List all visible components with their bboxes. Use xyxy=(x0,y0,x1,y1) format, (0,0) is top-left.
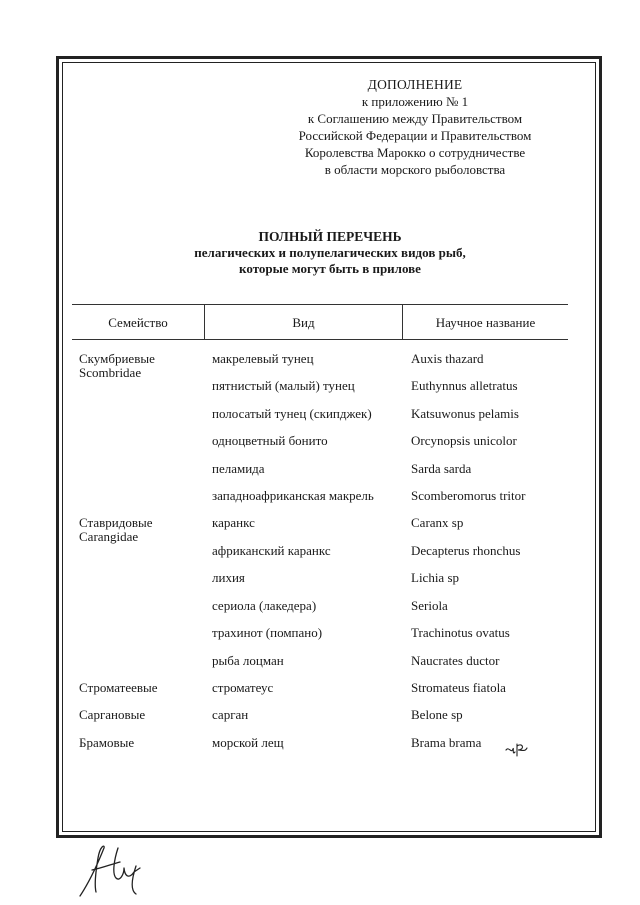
family-name-ru: Брамовые xyxy=(79,735,135,750)
addendum-line: в области морского рыболовства xyxy=(324,162,506,177)
family-cell xyxy=(79,516,152,544)
scientific-name-cell: Stromateus fiatola xyxy=(411,680,506,695)
species-cell: западноафриканская макрель xyxy=(212,488,374,503)
title-line-1: ПОЛНЫЙ ПЕРЕЧЕНЬ xyxy=(258,229,402,244)
family-name-ru: Ставридовые xyxy=(79,515,153,530)
scientific-name-cell: Seriola xyxy=(411,598,448,613)
addendum-heading: ДОПОЛНЕНИЕ xyxy=(367,77,463,92)
family-name-latin: Scombridae xyxy=(79,365,142,380)
family-cell xyxy=(79,681,158,695)
family-cell xyxy=(79,708,145,722)
column-header-family: Семейство xyxy=(108,315,168,330)
addendum-line: к Соглашению между Правительством xyxy=(307,111,523,126)
addendum-block xyxy=(250,76,580,178)
species-cell: каранкс xyxy=(212,515,255,530)
scientific-name-cell: Sarda sarda xyxy=(411,461,472,476)
addendum-line: Российской Федерации и Правительством xyxy=(298,128,532,143)
species-cell: макрелевый тунец xyxy=(212,351,314,366)
scientific-name-cell: Naucrates ductor xyxy=(411,653,500,668)
species-cell: лихия xyxy=(212,570,245,585)
document-title xyxy=(80,229,580,277)
species-cell: пятнистый (малый) тунец xyxy=(212,378,355,393)
signature-icon xyxy=(74,838,164,900)
column-header-species: Вид xyxy=(292,315,315,330)
table-top-rule xyxy=(72,304,568,305)
scientific-name-cell: Belone sp xyxy=(411,707,463,722)
species-cell: сарган xyxy=(212,707,249,722)
species-cell: трахинот (помпано) xyxy=(212,625,323,640)
table-header-rule xyxy=(72,339,568,340)
family-name-latin: Carangidae xyxy=(79,529,139,544)
scientific-name-cell: Trachinotus ovatus xyxy=(411,625,510,640)
scientific-name-cell: Decapterus rhonchus xyxy=(411,543,521,558)
scientific-name-cell: Lichia sp xyxy=(411,570,460,585)
handwritten-initials-icon xyxy=(503,738,529,760)
family-cell xyxy=(79,352,155,380)
addendum-line: Королевства Марокко о сотрудничестве xyxy=(304,145,526,160)
species-cell: рыба лоцман xyxy=(212,653,284,668)
scientific-name-cell: Katsuwonus pelamis xyxy=(411,406,519,421)
scientific-name-cell: Caranx sp xyxy=(411,515,464,530)
family-name-ru: Скумбриевые xyxy=(79,351,155,366)
species-cell: полосатый тунец (скипджек) xyxy=(212,406,372,421)
title-line-3: которые могут быть в прилове xyxy=(239,261,421,276)
addendum-line: к приложению № 1 xyxy=(361,94,469,109)
title-line-2: пелагических и полупелагических видов рыб, xyxy=(194,245,466,260)
column-header-scientific: Научное название xyxy=(435,315,536,330)
family-name-ru: Саргановые xyxy=(79,707,146,722)
family-name-ru: Строматеевые xyxy=(79,680,158,695)
species-cell: сериола (лакедера) xyxy=(212,598,317,613)
scientific-name-cell: Brama brama xyxy=(411,735,482,750)
scientific-name-cell: Orcynopsis unicolor xyxy=(411,433,517,448)
scientific-name-cell: Auxis thazard xyxy=(411,351,484,366)
species-cell: пеламида xyxy=(212,461,265,476)
species-cell: африканский каранкс xyxy=(212,543,331,558)
species-cell: строматеус xyxy=(212,680,274,695)
species-cell: одноцветный бонито xyxy=(212,433,328,448)
family-cell xyxy=(79,736,134,750)
species-cell: морской лещ xyxy=(212,735,284,750)
scientific-name-cell: Euthynnus alletratus xyxy=(411,378,518,393)
scientific-name-cell: Scomberomorus tritor xyxy=(411,488,526,503)
